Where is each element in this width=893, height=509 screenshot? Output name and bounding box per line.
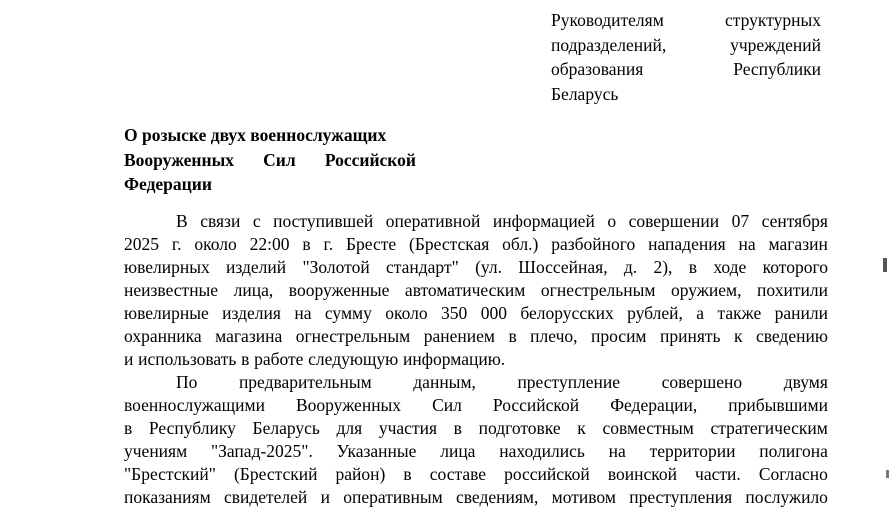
word: связи bbox=[200, 211, 241, 231]
subject-line bbox=[124, 148, 416, 173]
word: на bbox=[608, 441, 626, 461]
word: с bbox=[252, 211, 261, 231]
text-line bbox=[124, 463, 828, 486]
word: на bbox=[738, 234, 756, 254]
word: 2025 bbox=[124, 234, 159, 254]
word: похитили bbox=[757, 280, 828, 300]
word: Бресте bbox=[345, 234, 397, 254]
word: в bbox=[241, 349, 250, 369]
word: данным, bbox=[413, 372, 476, 392]
text-line bbox=[124, 486, 828, 509]
word: Указанные bbox=[336, 441, 417, 461]
word: следующую bbox=[308, 349, 399, 369]
text-line bbox=[124, 371, 828, 394]
addressee-line bbox=[551, 82, 821, 107]
word: Согласно bbox=[758, 464, 828, 484]
word: 2), bbox=[653, 257, 673, 277]
word: преступление bbox=[517, 372, 621, 392]
paragraph bbox=[124, 210, 828, 371]
addressee-word: Руководителям bbox=[551, 10, 664, 30]
word: в bbox=[508, 326, 517, 346]
subject-word: Вооруженных bbox=[124, 149, 234, 170]
word: поступившей bbox=[273, 211, 374, 231]
word: Российской bbox=[492, 395, 580, 415]
word: информацией bbox=[492, 211, 595, 231]
subject-line bbox=[124, 123, 416, 148]
word: около bbox=[385, 303, 428, 323]
word: российской bbox=[504, 464, 590, 484]
addressee-word: структурных bbox=[725, 10, 821, 30]
addressee-line bbox=[551, 8, 821, 33]
word: территории bbox=[649, 441, 736, 461]
word: оперативным bbox=[343, 487, 443, 507]
word: полигона bbox=[759, 441, 828, 461]
word: сентября bbox=[761, 211, 828, 231]
word: в bbox=[403, 464, 412, 484]
word: принять bbox=[659, 326, 721, 346]
word: совершении bbox=[628, 211, 720, 231]
word: ранили bbox=[774, 303, 828, 323]
text-line bbox=[124, 302, 828, 325]
word: (ул. bbox=[475, 257, 502, 277]
word: "Золотой bbox=[302, 257, 370, 277]
word: белорусских bbox=[520, 303, 614, 323]
subject-text: О розыске двух военнослужащих bbox=[124, 125, 387, 145]
word: обл.) bbox=[502, 234, 539, 254]
word: преступления bbox=[629, 487, 733, 507]
addressee-block bbox=[551, 8, 821, 106]
word: о bbox=[607, 211, 617, 231]
word: около bbox=[194, 234, 237, 254]
word: стратегическим bbox=[710, 418, 828, 438]
word: показаниям bbox=[124, 487, 211, 507]
word: лица, bbox=[233, 280, 274, 300]
word: рублей, bbox=[627, 303, 683, 323]
word: составе bbox=[429, 464, 487, 484]
word: военнослужащими bbox=[124, 395, 265, 415]
word: подготовке bbox=[478, 418, 561, 438]
word: район) bbox=[335, 464, 386, 484]
word: (Брестский bbox=[233, 464, 318, 484]
word: нападения bbox=[648, 234, 726, 254]
word: Сил bbox=[432, 395, 462, 415]
scan-artifact bbox=[883, 258, 887, 272]
word: магазин bbox=[768, 234, 828, 254]
word: которого bbox=[762, 257, 828, 277]
word: участия bbox=[378, 418, 438, 438]
word: для bbox=[336, 418, 363, 438]
word: и bbox=[320, 487, 330, 507]
scan-artifact bbox=[886, 470, 889, 478]
word: плечо, bbox=[530, 326, 578, 346]
word: неизвестные bbox=[124, 280, 219, 300]
word: послужило bbox=[745, 487, 828, 507]
word: ходе bbox=[713, 257, 747, 277]
word: совместным bbox=[602, 418, 694, 438]
word: автоматическим bbox=[404, 280, 526, 300]
word: Федерации, bbox=[610, 395, 698, 415]
word: и bbox=[124, 349, 134, 369]
word: огнестрельным bbox=[540, 280, 656, 300]
word: Республику bbox=[148, 418, 236, 438]
addressee-line bbox=[551, 33, 821, 58]
word: сведению bbox=[755, 326, 828, 346]
word: стандарт" bbox=[386, 257, 459, 277]
word: оперативной bbox=[385, 211, 481, 231]
word: разбойного bbox=[551, 234, 636, 254]
addressee-word: Республики bbox=[733, 59, 821, 79]
word: Шоссейная, bbox=[518, 257, 608, 277]
addressee-word: подразделений, bbox=[551, 34, 667, 55]
word: сумму bbox=[324, 303, 372, 323]
word: совершено bbox=[661, 372, 743, 392]
word: По bbox=[176, 372, 198, 392]
word: "Запад-2025". bbox=[210, 441, 313, 461]
word: д. bbox=[623, 257, 638, 277]
word: предварительным bbox=[238, 372, 372, 392]
text-line bbox=[124, 394, 828, 417]
word: ювелирные bbox=[124, 303, 209, 323]
text-line bbox=[124, 417, 828, 440]
text-line bbox=[124, 440, 828, 463]
word: (Брестская bbox=[409, 234, 490, 254]
word: 07 bbox=[731, 211, 750, 231]
word: вооруженные bbox=[288, 280, 390, 300]
text-line bbox=[124, 210, 828, 233]
addressee-word: учреждений bbox=[730, 34, 821, 55]
word: в bbox=[124, 418, 133, 438]
word: изделий bbox=[226, 257, 287, 277]
word: находились bbox=[499, 441, 585, 461]
subject-word: Федерации bbox=[124, 174, 212, 194]
word: 350 bbox=[441, 303, 468, 323]
addressee-word: Беларусь bbox=[551, 83, 619, 104]
word: информацию. bbox=[402, 349, 506, 369]
word: изделия bbox=[222, 303, 281, 323]
word: также bbox=[717, 303, 762, 323]
text-line bbox=[124, 325, 828, 348]
paragraph bbox=[124, 371, 828, 509]
word: на bbox=[294, 303, 312, 323]
word: в bbox=[688, 257, 698, 277]
word: г. bbox=[323, 234, 334, 254]
word: прибывшими bbox=[728, 395, 828, 415]
word: оружием, bbox=[671, 280, 742, 300]
word: учениям bbox=[124, 441, 188, 461]
subject-word: Российской bbox=[324, 149, 416, 170]
text-line bbox=[124, 233, 828, 256]
text-line bbox=[124, 279, 828, 302]
word: двумя bbox=[783, 372, 828, 392]
word: использовать bbox=[138, 349, 237, 369]
word: в bbox=[453, 418, 462, 438]
subject-word: Сил bbox=[263, 149, 296, 170]
word: к bbox=[577, 418, 586, 438]
word: 22:00 bbox=[249, 234, 290, 254]
word: охранника bbox=[124, 326, 202, 346]
word: мотивом bbox=[551, 487, 616, 507]
word: огнестрельным bbox=[295, 326, 411, 346]
addressee-line bbox=[551, 57, 821, 82]
word: "Брестский" bbox=[124, 464, 216, 484]
subject-line bbox=[124, 172, 416, 197]
word: В bbox=[176, 211, 188, 231]
word: а bbox=[696, 303, 705, 323]
word: ювелирных bbox=[124, 257, 210, 277]
document-subject bbox=[124, 123, 416, 197]
word: г. bbox=[171, 234, 182, 254]
word: в bbox=[302, 234, 311, 254]
word: части. bbox=[695, 464, 741, 484]
word: к bbox=[733, 326, 743, 346]
word: ранением bbox=[423, 326, 495, 346]
word: воинской bbox=[607, 464, 677, 484]
word: Беларусь bbox=[252, 418, 320, 438]
word: Вооруженных bbox=[295, 395, 402, 415]
text-line bbox=[124, 256, 828, 279]
word: лица bbox=[440, 441, 476, 461]
text-line bbox=[124, 348, 828, 371]
word: работе bbox=[254, 349, 304, 369]
addressee-word: образования bbox=[551, 59, 644, 79]
word: просим bbox=[591, 326, 647, 346]
word: магазина bbox=[215, 326, 283, 346]
word: свидетелей bbox=[223, 487, 308, 507]
word: сведениям, bbox=[456, 487, 539, 507]
word: 000 bbox=[480, 303, 507, 323]
document-body bbox=[124, 210, 828, 509]
